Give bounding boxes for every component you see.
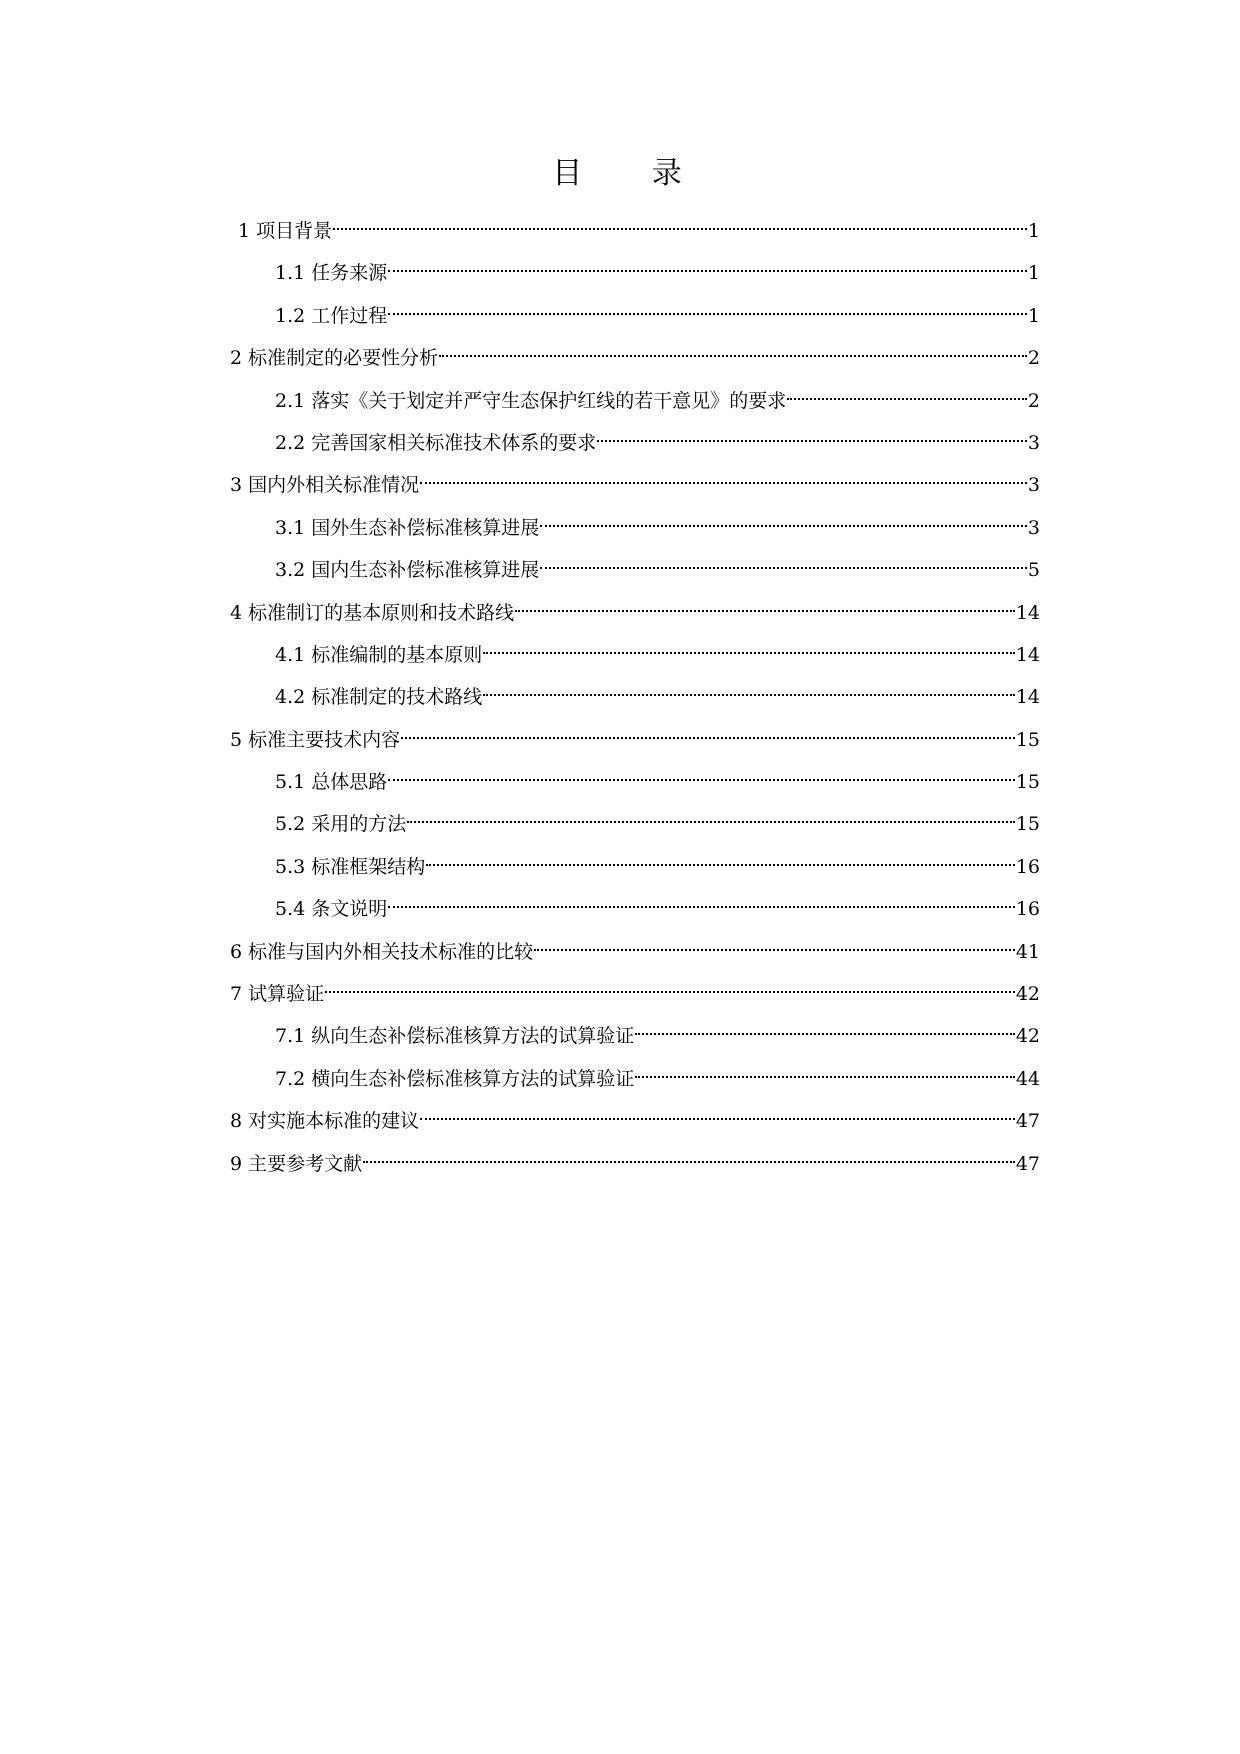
toc-dot-leader: [420, 1095, 1015, 1127]
toc-dot-leader: [363, 1138, 1015, 1170]
toc-entry[interactable]: [230, 375, 1040, 417]
toc-page-number: 3: [1027, 431, 1040, 454]
toc-entry-title: 4.1 标准编制的基本原则: [275, 643, 483, 666]
toc-page-number: 15: [1015, 813, 1040, 836]
toc-entry-title: 1 项目背景: [238, 220, 333, 242]
toc-entry-title: 4 标准制订的基本原则和技术路线: [230, 601, 515, 624]
toc-page-number: 16: [1015, 855, 1040, 878]
toc-page-number: 3: [1027, 474, 1040, 497]
toc-dot-leader: [333, 205, 1027, 237]
toc-entry-title: 5.2 采用的方法: [275, 813, 407, 836]
toc-entry[interactable]: [230, 1010, 1040, 1052]
toc-entry[interactable]: [230, 290, 1040, 332]
toc-entry[interactable]: [230, 671, 1040, 713]
toc-page-number: 2: [1027, 347, 1040, 370]
toc-page-number: 42: [1015, 983, 1040, 1006]
toc-page-number: 2: [1027, 389, 1040, 412]
toc-page-number: 1: [1027, 220, 1040, 242]
toc-dot-leader: [635, 1010, 1015, 1042]
toc-entry[interactable]: [230, 926, 1040, 968]
toc-entry[interactable]: [230, 544, 1040, 586]
toc-dot-leader: [483, 629, 1015, 661]
toc-entry[interactable]: [230, 629, 1040, 671]
toc-entry-title: 2 标准制定的必要性分析: [230, 347, 439, 370]
toc-entry-title: 5 标准主要技术内容: [230, 728, 401, 751]
toc-page-number: 14: [1015, 643, 1040, 666]
toc-dot-leader: [388, 290, 1027, 322]
toc-entry-title: 5.4 条文说明: [275, 898, 388, 921]
toc-page-number: 47: [1015, 1152, 1040, 1175]
toc-dot-leader: [325, 968, 1015, 1000]
toc-entry-title: 2.2 完善国家相关标准技术体系的要求: [275, 431, 597, 454]
toc-page-number: 16: [1015, 898, 1040, 921]
toc-entry-title: 4.2 标准制定的技术路线: [275, 686, 483, 709]
toc-dot-leader: [407, 798, 1015, 830]
toc-page-number: 44: [1015, 1067, 1040, 1090]
toc-dot-leader: [388, 247, 1027, 279]
toc-entry[interactable]: [230, 714, 1040, 756]
toc-page-number: 47: [1015, 1110, 1040, 1133]
toc-dot-leader: [483, 671, 1015, 703]
toc-page-number: 42: [1015, 1025, 1040, 1048]
toc-entry[interactable]: [230, 1095, 1040, 1137]
table-of-contents: [230, 205, 1040, 1180]
toc-page-number: 1: [1027, 304, 1040, 327]
toc-page-number: 5: [1027, 559, 1040, 582]
toc-entry-title: 3 国内外相关标准情况: [230, 474, 420, 497]
toc-entry-title: 5.3 标准框架结构: [275, 855, 426, 878]
toc-dot-leader: [635, 1053, 1015, 1085]
toc-page-number: 1: [1027, 262, 1040, 285]
toc-page-number: 41: [1015, 940, 1040, 963]
toc-entry-title: 3.1 国外生态补偿标准核算进展: [275, 516, 540, 539]
toc-entry-title: 1.1 任务来源: [275, 262, 388, 285]
toc-entry[interactable]: [230, 587, 1040, 629]
toc-entry-title: 5.1 总体思路: [275, 771, 388, 794]
toc-dot-leader: [388, 883, 1015, 915]
toc-entry-title: 8 对实施本标准的建议: [230, 1110, 420, 1133]
toc-page-number: 14: [1015, 601, 1040, 624]
toc-dot-leader: [426, 841, 1015, 873]
toc-entry[interactable]: [230, 247, 1040, 289]
toc-title: 目 录: [552, 156, 712, 191]
toc-entry[interactable]: [230, 968, 1040, 1010]
toc-entry[interactable]: [230, 502, 1040, 544]
toc-page-number: 14: [1015, 686, 1040, 709]
toc-entry[interactable]: [230, 417, 1040, 459]
toc-page-number: 15: [1015, 728, 1040, 751]
toc-entry-title: 7 试算验证: [230, 983, 325, 1006]
toc-dot-leader: [515, 587, 1015, 619]
toc-entry[interactable]: [230, 459, 1040, 501]
toc-entry[interactable]: [230, 798, 1040, 840]
toc-page-number: 15: [1015, 771, 1040, 794]
toc-entry-title: 6 标准与国内外相关技术标准的比较: [230, 940, 534, 963]
toc-page-number: 3: [1027, 516, 1040, 539]
toc-dot-leader: [388, 756, 1015, 788]
toc-dot-leader: [534, 926, 1015, 958]
toc-entry[interactable]: [230, 756, 1040, 798]
toc-entry[interactable]: [230, 883, 1040, 925]
toc-entry-title: 7.2 横向生态补偿标准核算方法的试算验证: [275, 1067, 635, 1090]
toc-dot-leader: [787, 375, 1027, 407]
toc-entry[interactable]: [230, 1053, 1040, 1095]
toc-dot-leader: [439, 332, 1027, 364]
toc-entry[interactable]: [230, 1138, 1040, 1180]
toc-entry-title: 2.1 落实《关于划定并严守生态保护红线的若干意见》的要求: [275, 389, 787, 412]
toc-entry[interactable]: [230, 841, 1040, 883]
toc-entry-title: 1.2 工作过程: [275, 304, 388, 327]
toc-entry[interactable]: [230, 332, 1040, 374]
toc-dot-leader: [420, 459, 1027, 491]
toc-entry-title: 3.2 国内生态补偿标准核算进展: [275, 559, 540, 582]
toc-dot-leader: [540, 502, 1027, 534]
toc-entry[interactable]: [230, 205, 1040, 247]
toc-dot-leader: [401, 714, 1015, 746]
toc-entry-title: 9 主要参考文献: [230, 1152, 363, 1175]
toc-dot-leader: [597, 417, 1027, 449]
toc-dot-leader: [540, 544, 1027, 576]
toc-entry-title: 7.1 纵向生态补偿标准核算方法的试算验证: [275, 1025, 635, 1048]
